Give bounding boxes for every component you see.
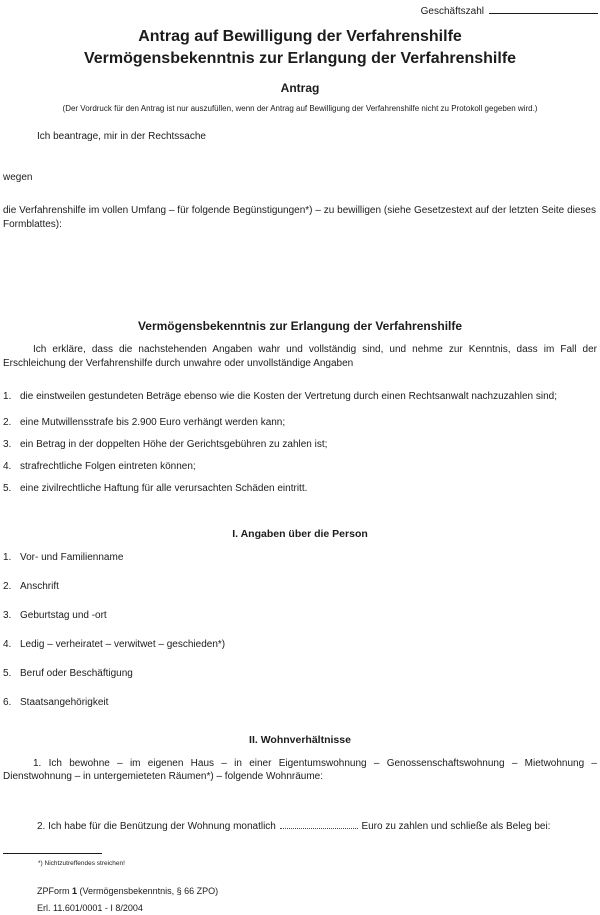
list-item	[3, 416, 596, 429]
list-item	[3, 639, 596, 651]
form-erlass-reference: Erl. 11.601/0001 - I 8/2004	[37, 903, 143, 913]
list-item-text: die einstweilen gestundeten Beträge ebenso wie die Kosten der Vertretung durch einen Rechtsanwalt nachzuzahlen sind;	[20, 391, 558, 402]
geschaeftszahl-row	[421, 3, 598, 17]
list-item-text: Staatsangehörigkeit	[20, 697, 109, 708]
consequences-list	[3, 390, 596, 504]
person-fields-list	[3, 552, 596, 726]
monthly-rent-text-before: 2. Ich habe für die Benützung der Wohnung monatlich	[37, 821, 276, 832]
list-item-number: 1.	[3, 552, 12, 563]
form-id-suffix: (Vermögensbekenntnis, § 66 ZPO)	[79, 886, 219, 896]
subtitle-antrag: Antrag	[280, 81, 320, 95]
list-item	[3, 552, 596, 564]
form-id-prefix: ZPForm	[37, 886, 70, 896]
form-usage-note: (Der Vordruck für den Antrag ist nur auszufüllen, wenn der Antrag auf Bewilligung der Verfahrenshilfe nicht zu Protokoll gegeben wird.)	[62, 104, 538, 113]
list-item-number: 5.	[3, 483, 12, 494]
paragraph-wegen: wegen	[3, 172, 33, 183]
list-item	[3, 581, 596, 593]
list-item-number: 4.	[3, 639, 12, 650]
list-item-number: 2.	[3, 417, 12, 428]
list-item	[3, 668, 596, 680]
monthly-amount-blank[interactable]	[280, 819, 358, 829]
list-item-text: ein Betrag in der doppelten Höhe der Gerichtsgebühren zu zahlen ist;	[20, 439, 328, 450]
list-item-text: Geburtstag und -ort	[20, 610, 107, 621]
form-title	[0, 26, 600, 70]
monthly-rent-text-after: Euro zu zahlen und schließe als Beleg bei:	[361, 821, 551, 832]
footnote-divider	[3, 853, 102, 854]
list-item-text: eine zivilrechtliche Haftung für alle verursachten Schäden eintritt.	[20, 483, 308, 494]
list-item-number: 3.	[3, 610, 12, 621]
geschaeftszahl-blank-line[interactable]	[489, 3, 598, 14]
list-item-text: eine Mutwillensstrafe bis 2.900 Euro verhängt werden kann;	[20, 417, 286, 428]
list-item-number: 6.	[3, 697, 12, 708]
list-item-text: Ledig – verheiratet – verwitwet – geschieden*)	[20, 639, 226, 650]
list-item-number: 2.	[3, 581, 12, 592]
form-title-line2: Vermögensbekenntnis zur Erlangung der Verfahrenshilfe	[83, 50, 517, 67]
paragraph-apply: Ich beantrage, mir in der Rechtssache	[37, 131, 206, 142]
list-item-number: 3.	[3, 439, 12, 450]
list-item-number: 1.	[3, 391, 12, 402]
form-identifier	[37, 886, 218, 896]
list-item	[3, 390, 596, 403]
list-item-text: Beruf oder Beschäftigung	[20, 668, 133, 679]
list-item-text: strafrechtliche Folgen eintreten können;	[20, 461, 196, 472]
geschaeftszahl-label: Geschäftszahl	[420, 6, 484, 17]
section-person-heading: I. Angaben über die Person	[232, 528, 368, 540]
list-item	[3, 460, 596, 473]
list-item	[3, 610, 596, 622]
section-wohnverhaeltnisse-heading: II. Wohnverhältnisse	[249, 734, 351, 746]
list-item	[3, 482, 596, 495]
paragraph-scope: die Verfahrenshilfe im vollen Umfang – für folgende Begünstigungen*) – zu bewilligen (siehe Gesetzestext auf der letzten Seite dieses Formblattes):	[3, 205, 596, 230]
list-item	[3, 697, 596, 709]
list-item-number: 5.	[3, 668, 12, 679]
footnote-text: *) Nichtzutreffendes streichen!	[38, 860, 125, 867]
list-item-number: 4.	[3, 461, 12, 472]
list-item-text: Anschrift	[20, 581, 59, 592]
list-item-text: Vor- und Familienname	[20, 552, 124, 563]
form-id-number: 1	[72, 886, 78, 896]
vermoegensbekenntnis-intro: Ich erkläre, dass die nachstehenden Angaben wahr und vollständig sind, und nehme zur Kenntnis, dass im Fall der Erschleichung der Verfahrenshilfe durch unwahre oder unvollständige Angaben	[3, 344, 597, 369]
list-item	[3, 438, 596, 451]
wohnverhaeltnisse-paragraph-1: 1. Ich bewohne – im eigenen Haus – in einer Eigentumswohnung – Genossenschaftswohnung – Mietwohnung – Dienstwohnung – in untergemieteten Räumen*) – folgende Wohnräume:	[3, 758, 597, 782]
wohnverhaeltnisse-paragraph-2	[4, 819, 597, 832]
vermoegensbekenntnis-heading: Vermögensbekenntnis zur Erlangung der Verfahrenshilfe	[137, 319, 463, 333]
form-title-line1: Antrag auf Bewilligung der Verfahrenshilfe	[138, 28, 462, 45]
